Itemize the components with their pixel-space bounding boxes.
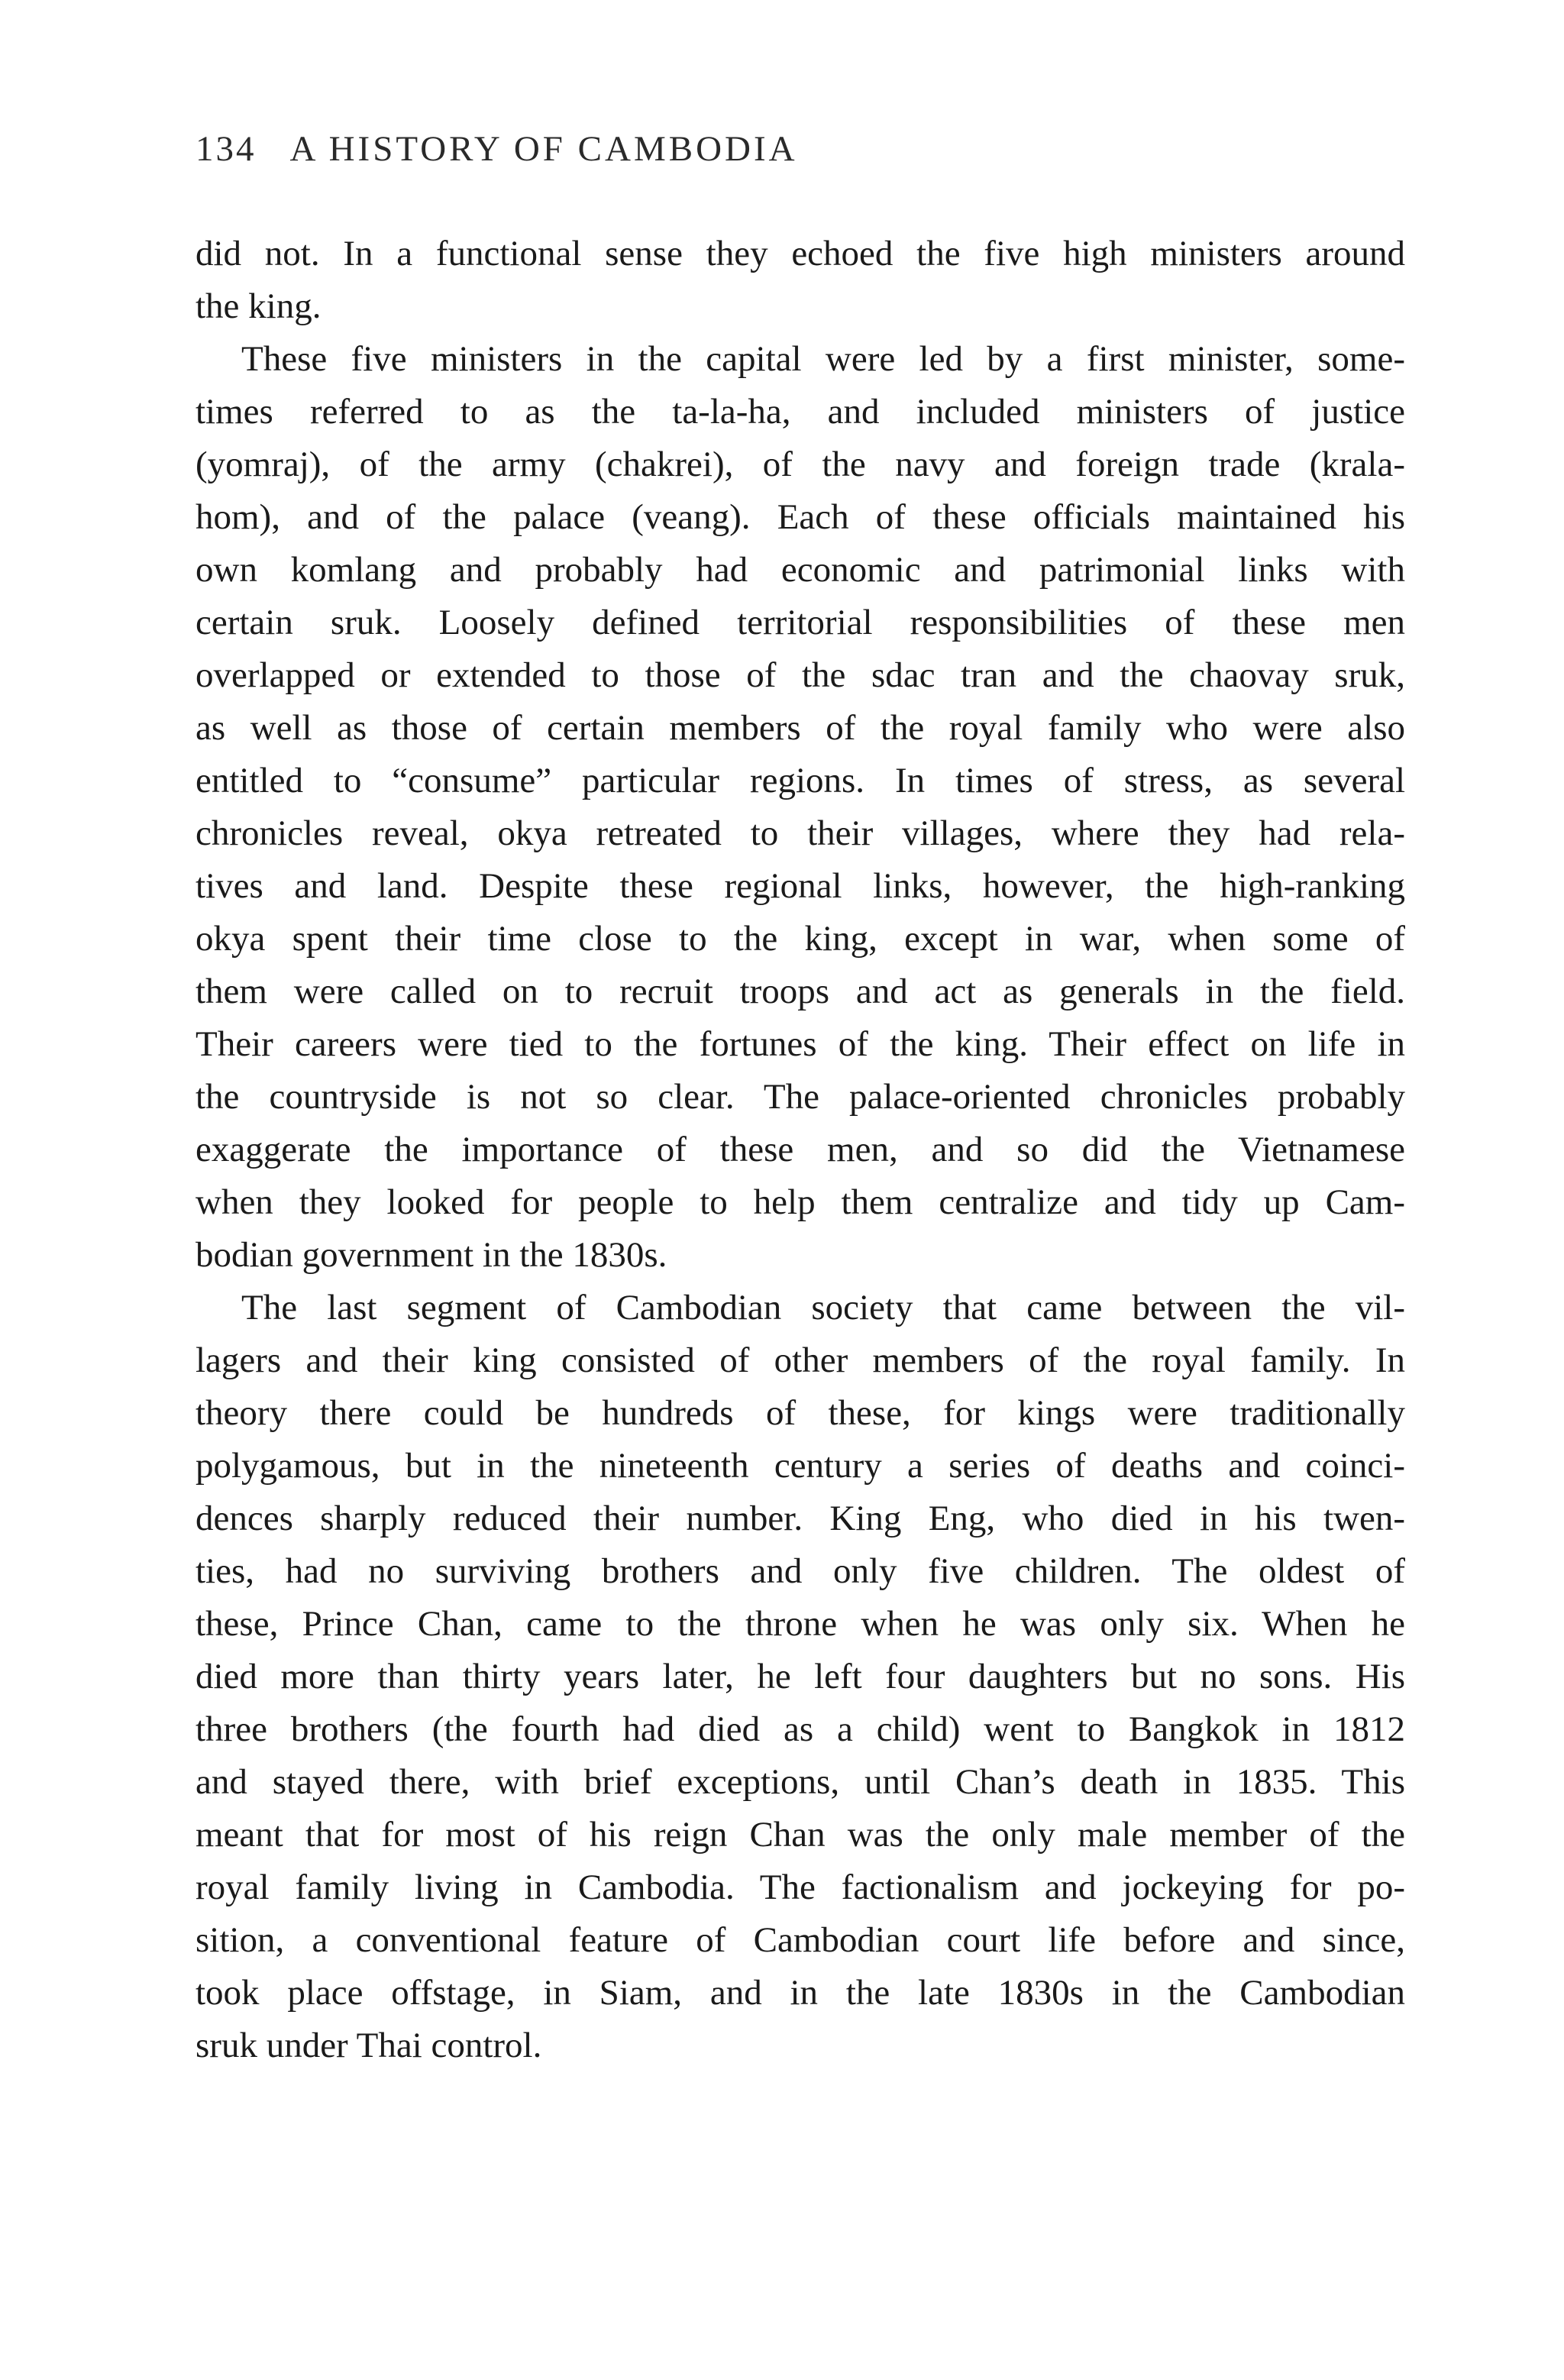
text-line: These five ministers in the capital were led by a first minister, some- bbox=[241, 339, 1405, 379]
text-line: these, Prince Chan, came to the throne when he was only six. When he bbox=[196, 1604, 1405, 1644]
paragraph-1 bbox=[196, 228, 1405, 333]
text-line: and stayed there, with brief exceptions, until Chan’s death in 1835. This bbox=[196, 1762, 1405, 1802]
text-line: royal family living in Cambodia. The factionalism and jockeying for po- bbox=[196, 1867, 1405, 1907]
paragraph-3 bbox=[196, 1282, 1405, 2072]
text-line: sition, a conventional feature of Cambodian court life before and since, bbox=[196, 1920, 1405, 1960]
text-line: hom), and of the palace (veang). Each of these officials maintained his bbox=[196, 497, 1405, 537]
text-line: meant that for most of his reign Chan was the only male member of the bbox=[196, 1815, 1405, 1855]
text-line: (yomraj), of the army (chakrei), of the navy and foreign trade (krala- bbox=[196, 445, 1405, 484]
text-line: the countryside is not so clear. The palace-oriented chronicles probably bbox=[196, 1077, 1405, 1117]
text-line: overlapped or extended to those of the sdac tran and the chaovay sruk, bbox=[196, 655, 1405, 695]
text-line: died more than thirty years later, he left four daughters but no sons. His bbox=[196, 1657, 1405, 1696]
text-line: dences sharply reduced their number. King Eng, who died in his twen- bbox=[196, 1499, 1405, 1538]
text-line: certain sruk. Loosely defined territorial responsibilities of these men bbox=[196, 603, 1405, 642]
text-line: ties, had no surviving brothers and only five children. The oldest of bbox=[196, 1551, 1405, 1591]
text-line: polygamous, but in the nineteenth century a series of deaths and coinci- bbox=[196, 1446, 1405, 1486]
text-line: when they looked for people to help them centralize and tidy up Cam- bbox=[196, 1182, 1405, 1222]
text-line: took place offstage, in Siam, and in the late 1830s in the Cambodian bbox=[196, 1973, 1405, 2013]
text-line: exaggerate the importance of these men, and so did the Vietnamese bbox=[196, 1130, 1405, 1169]
page-number: 134 bbox=[196, 129, 257, 169]
text-line: sruk under Thai control. bbox=[196, 2026, 542, 2065]
text-line: did not. In a functional sense they echoed the five high ministers around bbox=[196, 234, 1405, 273]
text-line: theory there could be hundreds of these, for kings were traditionally bbox=[196, 1393, 1405, 1433]
text-line: entitled to “consume” particular regions. In times of stress, as several bbox=[196, 761, 1405, 800]
text-line: chronicles reveal, okya retreated to their villages, where they had rela- bbox=[196, 813, 1405, 853]
text-line: tives and land. Despite these regional links, however, the high-ranking bbox=[196, 866, 1405, 906]
book-title: A HISTORY OF CAMBODIA bbox=[289, 129, 798, 169]
body-text bbox=[196, 228, 1405, 2072]
text-line: The last segment of Cambodian society that came between the vil- bbox=[241, 1288, 1405, 1327]
text-line: as well as those of certain members of the royal family who were also bbox=[196, 708, 1405, 748]
text-line: lagers and their king consisted of other members of the royal family. In bbox=[196, 1340, 1405, 1380]
text-line: times referred to as the ta-la-ha, and included ministers of justice bbox=[196, 392, 1405, 432]
text-line: okya spent their time close to the king, except in war, when some of bbox=[196, 919, 1405, 959]
text-line: them were called on to recruit troops and act as generals in the field. bbox=[196, 972, 1405, 1011]
running-head bbox=[196, 128, 798, 170]
paragraph-2 bbox=[196, 333, 1405, 1282]
text-line: three brothers (the fourth had died as a child) went to Bangkok in 1812 bbox=[196, 1709, 1405, 1749]
text-line: own komlang and probably had economic and patrimonial links with bbox=[196, 550, 1405, 590]
text-line: Their careers were tied to the fortunes of the king. Their effect on life in bbox=[196, 1024, 1405, 1064]
text-line: the king. bbox=[196, 286, 322, 326]
text-line: bodian government in the 1830s. bbox=[196, 1235, 667, 1275]
